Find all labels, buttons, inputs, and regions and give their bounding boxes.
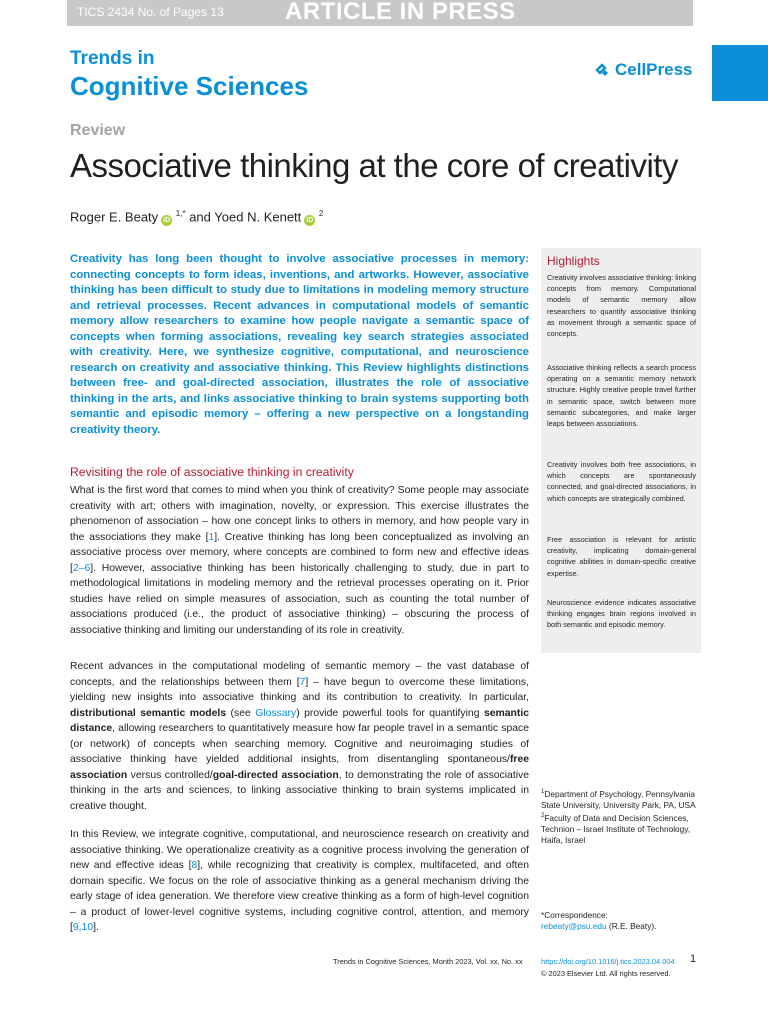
page-number: 1 (690, 953, 697, 965)
glossary-term: goal-directed association (212, 769, 339, 781)
orcid-icon[interactable]: iD (163, 217, 171, 225)
page-count: TICS 2434 No. of Pages 13 (77, 5, 224, 19)
citation-link[interactable]: 7 (299, 676, 306, 688)
abstract: Creativity has long been thought to involve associative processes in memory: connecting concepts to form ideas, inventions, and artworks. However, associative thinking has been difficult to study due to limitations in modeling memory structure and retrieval processes. Recent advances in computational models of semantic memory allow researchers to examine how people navigate a semantic space of concepts when forming associations, revealing key search strategies associated with creativity. Here, we synthesize cognitive, computational, and neuroscience research on creativity and associative thinking. This Review highlights distinctions between free- and goal-directed association, illustrates the role of associative thinking in the arts, and links associative thinking to brain systems supporting both semantic and episodic memory – offering a new perspective on a longstanding creativity theory. (70, 253, 529, 437)
highlight-item: Free association is relevant for artistic creativity, implicating domain-general cognitive abilities in domain-specific creative expertise. (547, 535, 696, 578)
author-conjunction: and (189, 209, 211, 225)
publisher-name: CellPress (615, 60, 693, 79)
citation-link[interactable]: 2–6 (72, 562, 91, 574)
correspondence-line (541, 921, 701, 932)
doi-link[interactable]: https://doi.org/10.1016/j.tics.2023.04.004 (541, 957, 675, 966)
author-list (70, 209, 323, 226)
text-run: , allowing researchers to quantitatively measure how far people travel in a semantic space (or network) of concepts when searching memory. Cognitive and neuroimaging studies of associative thinking have yielded additional insights, from disentangling spontaneous/ (70, 723, 529, 766)
glossary-term: free association (70, 754, 529, 781)
text-run: In this Review, we integrate cognitive, computational, and neuroscience research on creativity and associative thinking. We operationalize creativity as a cognitive process involving the generation of new and effective ideas [ (70, 829, 529, 872)
highlight-item: Associative thinking reflects a search process operating on a semantic memory network structure. Highly creative people travel further in semantic space, switch between more semantic subcategories, and make larger leaps between associations. (547, 363, 696, 429)
highlight-item: Creativity involves both free associations, in which concepts are spontaneously connected, and goal-directed associations, in which concepts are strategically combined. (547, 460, 696, 503)
text-run: What is the first word that comes to mind when you think of creativity? Some people may associate creativity with art; others with imagination, novelty, or expression. This exercise illustrates the phenomenon of association – how one concept links to others in memory, and how people vary in the associations they make [ (70, 485, 529, 543)
affiliation-marker: 1 (541, 789, 545, 795)
glossary-term: semantic distance (70, 707, 529, 735)
orcid-icon[interactable]: iD (306, 217, 314, 225)
brand-color-block (712, 45, 768, 101)
text-run: ) provide powerful tools for quantifying (296, 707, 484, 719)
glossary-term: distributional semantic models (70, 707, 227, 719)
highlight-item: Neuroscience evidence indicates associative thinking engages brain regions involved in both semantic and episodic memory. (547, 598, 696, 630)
article-in-press-label: ARTICLE IN PRESS (285, 0, 516, 25)
text-run: ], while recognizing that creativity is complex, multifaceted, and often domain specific. We focus on the role of associative thinking as a general mechanism driving the early stage of idea generation. We therefore view creative thinking as a form of high-level cognition – a product of lower-level cognitive systems, including cognitive control, attention, and memory [ (70, 860, 529, 934)
footer-citation: Trends in Cognitive Sciences, Month 2023, Vol. xx, No. xx (333, 957, 523, 966)
glossary-link[interactable]: Glossary (255, 707, 297, 719)
email-link[interactable]: rebeaty@psu.edu (541, 921, 607, 932)
body-paragraph (70, 659, 529, 814)
publisher-logo (593, 60, 693, 80)
text-run: (see (226, 707, 256, 719)
highlights-heading: Highlights (547, 254, 600, 268)
author-affiliation-marker: 2 (318, 209, 324, 218)
text-run: ] – have begun to overcome these limitations, yielding new insights into associative thinking and its contribution to creativity. In particular, (70, 676, 529, 704)
text-run: , to demonstrating the role of associative thinking in the arts and sciences, to linking associative thinking to brain systems implicated in creative thought. (70, 769, 530, 812)
section-heading: Revisiting the role of associative thinking in creativity (70, 465, 354, 479)
journal-title-line1: Trends in (70, 48, 155, 69)
author-name: Yoed N. Kenett (214, 209, 302, 225)
correspondence (541, 910, 701, 932)
body-paragraph (70, 827, 529, 936)
citation-link[interactable]: 1 (208, 531, 215, 543)
text-run: ]. However, associative thinking has been historically challenging to study, due in part to methodological limitations in modeling memory and the retrieval processes operating on it. Prior studies have relied on simple measures of association, such as counting the total number of associations produced (i.e., the product of associative thinking) – obscuring the process of associative thinking and limiting our understanding of its role in creativity. (70, 562, 529, 636)
author-affiliation-marker: 1,* (175, 209, 186, 218)
affiliation-text: Faculty of Data and Decision Sciences, Technion – Israel Institute of Technology, Haifa, Israel (541, 812, 691, 846)
article-type: Review (70, 122, 126, 139)
affiliation-1 (541, 787, 701, 811)
text-run: Recent advances in the computational modeling of semantic memory – the vast database of concepts, and the relationships between them [ (70, 661, 529, 688)
citation-link[interactable]: 8 (191, 860, 198, 872)
correspondence-label: *Correspondence: (541, 910, 608, 920)
text-run: ]. Creative thinking has long been conceptualized as involving an associative process over memory, where concepts are combined to form new and effective ideas [ (70, 531, 530, 574)
journal-title (70, 48, 308, 102)
affiliation-2 (541, 811, 701, 846)
affiliation-text: Department of Psychology, Pennsylvania State University, University Park, PA, USA (541, 788, 696, 810)
journal-title-line2: Cognitive Sciences (70, 71, 309, 101)
text-run: versus controlled/ (127, 769, 213, 781)
article-title: Associative thinking at the core of creativity (70, 147, 678, 184)
correspondence-name: (R.E. Beaty). (606, 921, 657, 932)
copyright: © 2023 Elsevier Ltd. All rights reserved. (541, 969, 671, 978)
body-paragraph (70, 483, 529, 638)
affiliation-marker: 2 (541, 813, 545, 820)
author-name: Roger E. Beaty (70, 209, 159, 225)
cellpress-logo-icon (593, 61, 611, 79)
article-in-press-bar (67, 0, 693, 26)
highlight-item: Creativity involves associative thinking: linking concepts from memory. Computational models of semantic memory allow researchers to quantify associative thinking as movement through a semantic space of concepts. (547, 273, 696, 339)
text-run: ]. (93, 922, 99, 934)
affiliations (541, 787, 701, 847)
citation-link[interactable]: 9,10 (72, 922, 94, 934)
